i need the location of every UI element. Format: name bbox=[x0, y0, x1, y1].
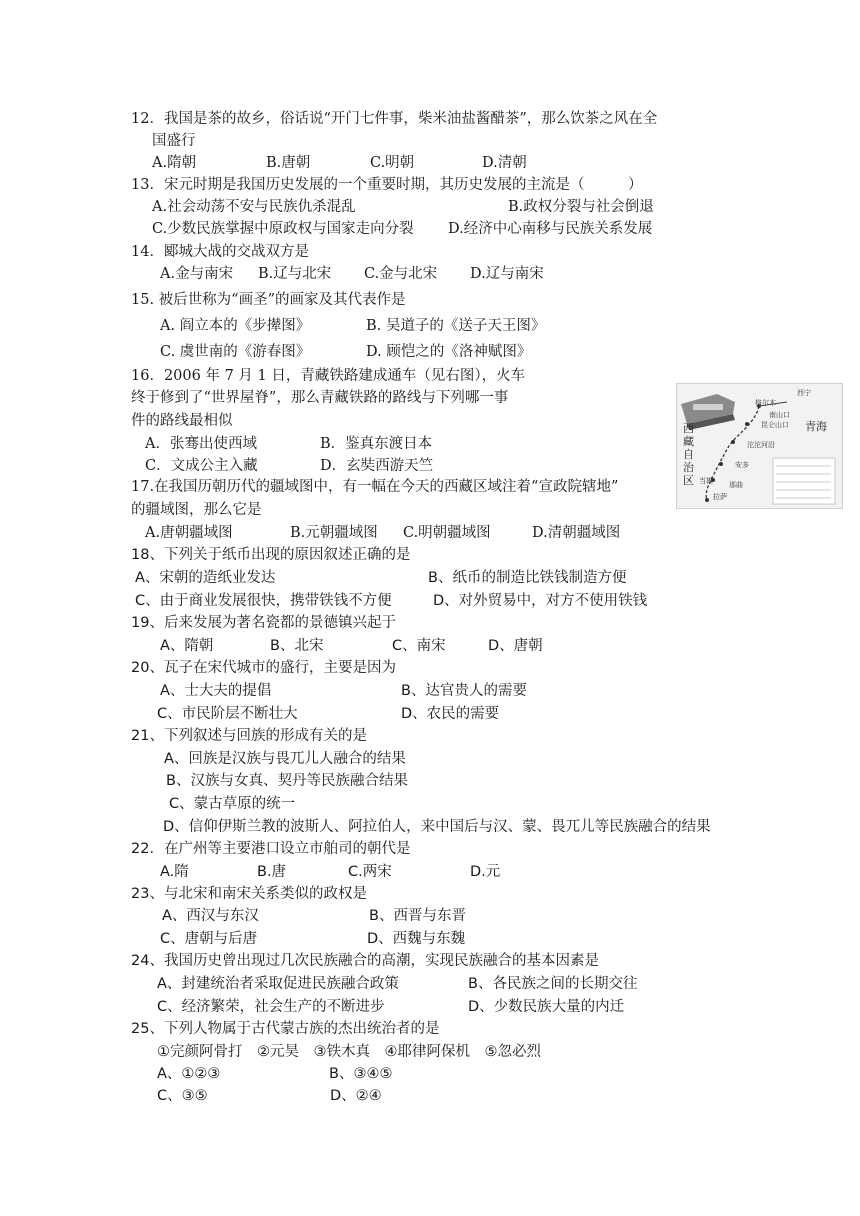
q19-stem: 19、后来发展为著名瓷都的景德镇兴起于 bbox=[131, 615, 396, 631]
q25-stem: 25、下列人物属于古代蒙古族的杰出统治者的是 bbox=[131, 1021, 440, 1037]
q20-option-d: D、农民的需要 bbox=[401, 706, 500, 722]
q12-option-d: D.清朝 bbox=[482, 155, 527, 171]
q12-option-b: B.唐朝 bbox=[266, 155, 311, 171]
q15-option-d: D. 顾恺之的《洛神赋图》 bbox=[366, 344, 532, 360]
q21-option-c: C、蒙古草原的统一 bbox=[169, 796, 296, 812]
q15-stem: 15. 被后世称为“画圣”的画家及其代表作是 bbox=[131, 292, 406, 308]
q25-option-d: D、②④ bbox=[330, 1088, 382, 1104]
q17-stem: 17.在我国历朝历代的疆域图中，有一幅在今天的西藏区域注着“宣政院辖地” bbox=[131, 479, 619, 495]
q13-stem: 13．宋元时期是我国历史发展的一个重要时期，其历史发展的主流是（ ） bbox=[131, 177, 643, 193]
q15-option-a: A. 阎立本的《步撵图》 bbox=[160, 318, 311, 334]
figure-label-anduo: 安多 bbox=[735, 461, 749, 469]
q17-option-a: A.唐朝疆域图 bbox=[145, 525, 233, 541]
q23-stem: 23、与北宋和南宋关系类似的政权是 bbox=[131, 886, 367, 902]
q16-option-b: B．鉴真东渡日本 bbox=[320, 436, 433, 452]
q24-option-b: B、各民族之间的长期交往 bbox=[468, 976, 638, 992]
figure-label-kunlun: 昆仑山口 bbox=[761, 421, 789, 429]
figure-label-xining: 西宁 bbox=[797, 389, 811, 397]
figure-label-nanshankou: 南山口 bbox=[769, 411, 790, 419]
q19-option-b: B、北宋 bbox=[270, 638, 324, 654]
q18-option-d: D、对外贸易中，对方不使用铁钱 bbox=[433, 593, 648, 609]
q20-option-a: A、士大夫的提倡 bbox=[160, 683, 272, 699]
q13-option-b: B.政权分裂与社会倒退 bbox=[508, 199, 654, 215]
q18-option-a: A、宋朝的造纸业发达 bbox=[135, 570, 276, 586]
q13-option-c: C.少数民族掌握中原政权与国家走向分裂 bbox=[152, 221, 414, 237]
q22-stem: 22．在广州等主要港口设立市舶司的朝代是 bbox=[131, 841, 411, 857]
figure-label-naqu: 那曲 bbox=[729, 481, 743, 489]
q23-option-c: C、唐朝与后唐 bbox=[160, 931, 258, 947]
q20-stem: 20、瓦子在宋代城市的盛行，主要是因为 bbox=[131, 660, 396, 676]
q13-option-a: A.社会动荡不安与民族仇杀混乱 bbox=[152, 199, 356, 215]
q16-option-c: C．文成公主入藏 bbox=[145, 458, 258, 474]
qinghai-tibet-railway-figure bbox=[676, 383, 843, 509]
q14-stem: 14．郾城大战的交战双方是 bbox=[131, 244, 309, 260]
figure-label-lhasa: 拉萨 bbox=[713, 493, 727, 501]
q17-option-d: D.清朝疆域图 bbox=[532, 525, 621, 541]
q19-option-d: D、唐朝 bbox=[488, 638, 543, 654]
q12-option-c: C.明朝 bbox=[370, 155, 415, 171]
q13-option-d: D.经济中心南移与民族关系发展 bbox=[448, 221, 653, 237]
figure-label-tuotuohe: 沱沱河沿 bbox=[747, 441, 775, 449]
q12-option-a: A.隋朝 bbox=[152, 155, 197, 171]
q19-option-c: C、南宋 bbox=[392, 638, 446, 654]
q24-option-a: A、封建统治者采取促进民族融合政策 bbox=[157, 976, 399, 992]
q23-option-d: D、西魏与东魏 bbox=[367, 931, 466, 947]
q15-option-c: C. 虞世南的《游春图》 bbox=[160, 344, 311, 360]
q17-option-c: C.明朝疆域图 bbox=[403, 525, 491, 541]
q15-option-b: B. 吴道子的《送子天王图》 bbox=[366, 318, 546, 334]
q16-stem-cont1: 终于修到了“世界屋脊”，那么青藏铁路的路线与下列哪一事 bbox=[131, 390, 509, 406]
figure-side-text: 西藏自治区 bbox=[683, 422, 694, 487]
q25-option-c: C、③⑤ bbox=[157, 1088, 208, 1104]
q25-option-b: B、③④⑤ bbox=[329, 1066, 393, 1082]
q23-option-a: A、西汉与东汉 bbox=[162, 908, 259, 924]
q22-option-c: C.两宋 bbox=[348, 864, 392, 880]
q16-option-a: A．张骞出使西域 bbox=[145, 436, 257, 452]
figure-label-qinghai: 青海 bbox=[805, 420, 827, 433]
q20-option-c: C、市民阶层不断壮大 bbox=[157, 706, 298, 722]
q21-option-d: D、信仰伊斯兰教的波斯人、阿拉伯人，来中国后与汉、蒙、畏兀儿等民族融合的结果 bbox=[163, 819, 711, 835]
q21-option-b: B、汉族与女真、契丹等民族融合结果 bbox=[166, 773, 408, 789]
q22-option-d: D.元 bbox=[470, 864, 501, 880]
figure-label-golmud: 格尔木 bbox=[755, 399, 776, 407]
q21-option-a: A、回族是汉族与畏兀儿人融合的结果 bbox=[164, 751, 406, 767]
q18-option-b: B、纸币的制造比铁钱制造方便 bbox=[428, 570, 627, 586]
q24-stem: 24、我国历史曾出现过几次民族融合的高潮，实现民族融合的基本因素是 bbox=[131, 953, 599, 969]
q14-option-a: A.金与南宋 bbox=[160, 266, 234, 282]
q22-option-a: A.隋 bbox=[160, 864, 189, 880]
q12-stem-cont: 国盛行 bbox=[152, 133, 196, 149]
q22-option-b: B.唐 bbox=[257, 864, 287, 880]
q23-option-b: B、西晋与东晋 bbox=[369, 908, 466, 924]
q17-stem-cont: 的疆域图，那么它是 bbox=[131, 502, 262, 518]
figure-label-dangxiong: 当雄 bbox=[699, 477, 713, 485]
q21-stem: 21、下列叙述与回族的形成有关的是 bbox=[131, 728, 367, 744]
q16-stem: 16．2006 年 7 月 1 日，青藏铁路建成通车（见右图），火车 bbox=[131, 368, 526, 384]
q18-stem: 18、下列关于纸币出现的原因叙述正确的是 bbox=[131, 547, 411, 563]
q16-option-d: D．玄奘西游天竺 bbox=[320, 458, 434, 474]
q24-option-d: D、少数民族大量的内迁 bbox=[468, 999, 625, 1015]
q12-stem: 12．我国是茶的故乡，俗话说“开门七件事，柴米油盐酱醋茶”，那么饮茶之风在全 bbox=[131, 111, 658, 127]
q17-option-b: B.元朝疆域图 bbox=[290, 525, 378, 541]
q18-option-c: C、由于商业发展很快，携带铁钱不方便 bbox=[135, 593, 392, 609]
q25-option-a: A、①②③ bbox=[157, 1066, 221, 1082]
q24-option-c: C、经济繁荣，社会生产的不断进步 bbox=[157, 999, 385, 1015]
q14-option-d: D.辽与南宋 bbox=[470, 266, 544, 282]
q20-option-b: B、达官贵人的需要 bbox=[401, 683, 527, 699]
q25-items: ①完颜阿骨打 ②元昊 ③铁木真 ④耶律阿保机 ⑤忽必烈 bbox=[157, 1044, 541, 1060]
q16-stem-cont2: 件的路线最相似 bbox=[131, 413, 233, 429]
q14-option-b: B.辽与北宋 bbox=[258, 266, 332, 282]
q19-option-a: A、隋朝 bbox=[160, 638, 214, 654]
q14-option-c: C.金与北宋 bbox=[364, 266, 438, 282]
